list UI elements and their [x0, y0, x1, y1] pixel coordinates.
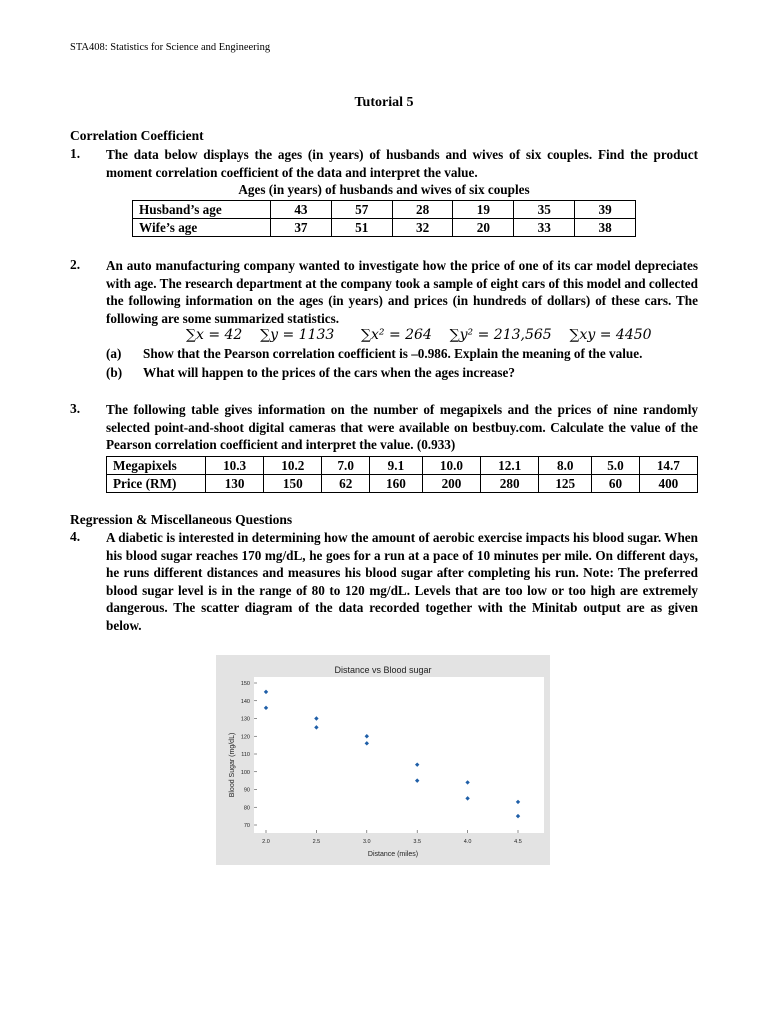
table-cell: 400	[639, 475, 697, 493]
question-2-number: 2.	[70, 257, 81, 272]
y-tick-label: 100	[240, 769, 250, 776]
table-cell: 33	[514, 219, 575, 237]
y-tick-label: 150	[240, 681, 250, 687]
row-label: Husband’s age	[133, 201, 271, 219]
question-3-text: The following table gives information on the number of megapixels and the prices of nine randomly selected point-and-shoot digital cameras that were available on bestbuy.com. Calculate the value of the Pearson correlation coefficient and interpret the value. (0.933)	[106, 402, 698, 453]
table-cell: 57	[331, 201, 392, 219]
table-cell: 7.0	[322, 457, 370, 475]
table-cell: 35	[514, 201, 575, 219]
x-tick-label: 3.5	[413, 839, 422, 845]
scatter-chart-svg	[216, 655, 550, 865]
table-cell: 150	[264, 475, 322, 493]
y-axis-label: Blood Sugar (mg/dL)	[229, 732, 236, 798]
table-row	[133, 219, 636, 237]
table-cell: 43	[271, 201, 332, 219]
table-cell: 10.3	[206, 457, 264, 475]
course-header: STA408: Statistics for Science and Engineering	[70, 42, 271, 53]
table-cell: 51	[331, 219, 392, 237]
section-heading-regression: Regression & Miscellaneous Questions	[70, 512, 293, 527]
y-tick-label: 120	[240, 734, 250, 741]
table-cell: 38	[575, 219, 636, 237]
table-row	[107, 475, 698, 493]
y-tick-label: 110	[241, 752, 250, 758]
x-axis-label: Distance (miles)	[367, 851, 419, 858]
question-4-text: A diabetic is interested in determining how the amount of aerobic exercise impacts his blood sugar. When his blood sugar reaches 170 mg/dL, he goes for a run at a pace of 10 minutes per mile. On different days, he runs different distances and measures his blood sugar after completing his run. Note: The preferred blood sugar level is in the range of 80 to 120 mg/dL. Levels that are too low or too high are extremely dangerous. The scatter diagram of the data recorded together with the Minitab output are as given below.	[106, 530, 698, 633]
table-cell: 12.1	[481, 457, 539, 475]
row-label: Price (RM)	[107, 475, 206, 493]
question-2-text: An auto manufacturing company wanted to investigate how the price of one of its car model depreciates with age. The research department at the company took a sample of eight cars of this model and collected the following information on the ages (in years) and prices (in hundreds of dollars) of these cars. The following are some summarized statistics.	[106, 258, 698, 326]
table-cell: 10.0	[422, 457, 480, 475]
scatter-chart	[216, 655, 550, 865]
x-tick-label: 3.0	[362, 839, 371, 845]
table-cell: 130	[206, 475, 264, 493]
x-tick-label: 4.0	[463, 839, 472, 845]
y-tick-label: 90	[243, 787, 250, 794]
camera-table	[106, 456, 698, 493]
table-cell: 60	[592, 475, 640, 493]
question-3-number: 3.	[70, 401, 81, 416]
table-cell: 37	[271, 219, 332, 237]
table-1-caption: Ages (in years) of husbands and wives of six couples	[238, 182, 530, 197]
table-row	[107, 457, 698, 475]
y-tick-label: 130	[240, 716, 250, 723]
page-title: Tutorial 5	[354, 95, 414, 110]
table-cell: 28	[392, 201, 453, 219]
plot-area	[254, 677, 544, 833]
part-a-text: Show that the Pearson correlation coefficient is –0.986. Explain the meaning of the value.	[143, 346, 643, 361]
ages-table	[132, 200, 636, 237]
x-tick-label: 4.5	[514, 839, 522, 845]
question-1-number: 1.	[70, 146, 81, 161]
table-cell: 62	[322, 475, 370, 493]
part-a-label: (a)	[106, 346, 122, 361]
table-cell: 5.0	[592, 457, 640, 475]
table-cell: 10.2	[264, 457, 322, 475]
table-cell: 160	[369, 475, 422, 493]
table-cell: 200	[422, 475, 480, 493]
table-cell: 125	[539, 475, 592, 493]
table-row	[133, 201, 636, 219]
summary-statistics: ∑x = 42 ∑y = 1133 ∑x² = 264 ∑y² = 213,565 ∑xy = 4450	[186, 327, 652, 343]
question-1-text: The data below displays the ages (in years) of husbands and wives of six couples. Find the product moment correlation coefficient of the data and interpret the value.	[106, 147, 698, 180]
table-cell: 39	[575, 201, 636, 219]
table-cell: 280	[481, 475, 539, 493]
question-4-number: 4.	[70, 529, 81, 544]
row-label: Megapixels	[107, 457, 206, 475]
y-tick-label: 80	[243, 805, 250, 812]
table-cell: 32	[392, 219, 453, 237]
table-cell: 20	[453, 219, 514, 237]
y-tick-label: 70	[243, 823, 250, 829]
part-b-label: (b)	[106, 365, 123, 380]
y-tick-label: 140	[240, 698, 250, 705]
table-cell: 14.7	[639, 457, 697, 475]
chart-title: Distance vs Blood sugar	[334, 665, 432, 675]
table-cell: 19	[453, 201, 514, 219]
part-b-text: What will happen to the prices of the cars when the ages increase?	[143, 365, 515, 380]
row-label: Wife’s age	[133, 219, 271, 237]
section-heading-correlation: Correlation Coefficient	[70, 128, 204, 143]
table-cell: 9.1	[369, 457, 422, 475]
x-tick-label: 2.5	[312, 839, 321, 845]
table-cell: 8.0	[539, 457, 592, 475]
x-tick-label: 2.0	[262, 839, 270, 845]
